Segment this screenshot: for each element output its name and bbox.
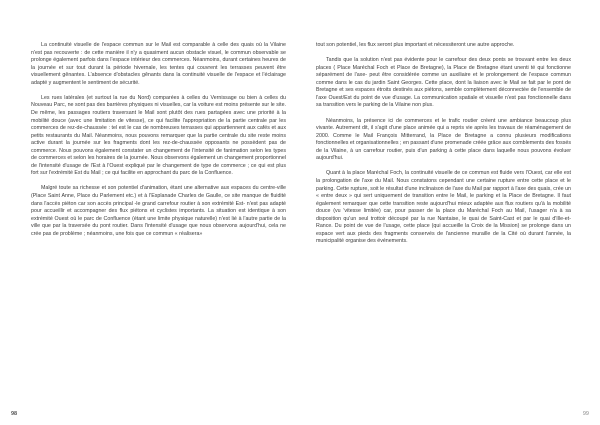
left-paragraph-3: Malgré toute sa richesse et son potentiel d'animation, étant une alternative aux espaces du centre-ville (Place Saint Anne, Place du Parlement etc.) et à l'Esplanade Charles de Gaulle, ce site manque de fluidité dans l'accès piéton car son accès principal -le grand carrefour routier à son extrémité Est- n'est pas adapté pour accueillir et accompagner des flux piétons et cyclistes importants. La situation est identique à son extrémité Ouest où le parc de Confluence (étant une limite physique naturelle) n'est lié à l'autre partie de la ville que par la traversée du pont routier. Dans l'intensité d'usage que nous observons aujourd'hui, cela ne crée pas de problème ; néanmoins, une fois que ce commun « réalisera» [31,185,286,237]
page-number-left: 98 [11,411,18,417]
left-page-column [31,42,286,246]
right-paragraph-2: Tandis que la solution n'est pas évidente pour le carrefour des deux ponts se trouvant entre les deux places ( Place Maréchal Foch et Place de Bretagne), la Place de Bretagne étant unenti té qui fonctionne séparément de l'axe- peut être considérée comme un auxiliaire et le prolongement de l'espace commun comme dans le cas du jardin Saint Georges. Cette place, dont la liaison avec le Mail se fait par le pont de Bretagne et ses espaces étroits destinés aux piétons, semble complètement déconnectée de l'ensemble de l'axe Ouest/Est du point de vue d'usage. La communication spatiale et visuelle n'est pas fonctionnelle dans sa transition vers le parking de la Vilaine non plus. [316,57,571,109]
page-number-right: 99 [582,411,589,417]
right-paragraph-1: tout son potentiel, les flux seront plus important et nécessiteront une autre approche. [316,42,515,48]
left-paragraph-2: Les rues latérales (et surtout la rue du Nord) comparées à celles du Vernissage ou bien à celles du Nouveau Parc, ne sont pas des barrières physiques ni visuelles, car la voiture est moins présente sur le site. De même, les passages routiers traversant le Mail sont plutôt des rues partagées avec une priorité à la mobilité douce (avec une limitation de vitesse), ce qui facilite l'appropriation de la partie centrale par les commerces de rez-de-chaussée : tel est le cas de nombreuses terrasses qui appartiennent aux cafés et aux petits restaurants du Mail. Néanmoins, nous pouvons remarquer que la partie centrale du site reste moins active durant la journée sur les fragments dont les rez-de-chaussée opposants ne possèdent pas de commerce. Nous pouvons également constater un changement de l'intensité de fanimation selon les types de commerces et selon les horaires de la journée. Nous observons également un changement proportionnel de l'intensité d'usage de l'Est à l'Ouest expliqué par le changement de type de commerce ; ce qui est plus fort sur l'extrémité Est du Mail ; ce qui facilite en approchant du parc de la Confluence. [31,94,286,177]
left-paragraph-1: La continuité visuelle de l'espace commun sur le Mail est comparable à celle des quais où la Vilaine n'est pas recouverte : de cette manière il n'y a quasiment aucun obstacle visuel, le commun observable se prolonge également parfois dans l'espace intérieur des commerces. Néanmoins, durant certaines heures de la journée et sur tout durant la période hivernale, les tentes qui couvrent les terrasses peuvent être visuellement gênantes. L'absence d'obstacles gênants dans la continuité visuelle de l'espace et l'éclairage adapté y augmentent le sentiment de sécurité. [31,42,286,86]
right-paragraph-4: Quant à la place Maréchal Foch, la continuité visuelle de ce commun est fluide vers l'Ouest, car elle est la prolongation de l'axe du Mail. Nous constatons cependant une certaine rupture entre cette place et le parking. Cette rupture, soit le résultat d'une inclinaison de l'axe du Mail par rapport à l'axe des quais, crée un « entre deux » qui sert uniquement de transition entre le Mail, le parking et la Place de Bretagne. Il faut également remarquer que cette transition reste aujourd'hui mieux adaptée aux flux routiers qu'à la mobilité douce (vu 'vitesse limitée) car, pour passer de la place du Maréchal Foch au Mail, l'usager n'a à sa disposition qu'un seul trottoir découpé par la rue Nantaise, le quai de Saint-Cast et par le quai d'Ille-et-Rance. Du point de vue de l'usage, cette place (qui accueille la Croix de la Mission) se prolonge dans un espace vert aux pieds des fragments conservés de l'ancienne muraille de la Cité où durant l'année, la municipalité organise des événements. [316,170,571,245]
right-page-column [316,42,571,254]
right-paragraph-3: Néanmoins, la présence ici de commerces et le trafic routier créent une ambiance beaucoup plus vivante. Autrement dit, il s'agit d'une place animée qui a repris vie après les travaux de réaménagement de 2000. Comme le Mail François Mitterrand, la Place de Bretagne a connu plusieurs modifications fonctionnelles et organisationnelles ; en passant d'une promenade créée grâce aux comblements des fossés de la Vilaine, à un carrefour routier, puis d'un parking à cette place dans laquelle nous pouvons évoluer aujourd'hui. [316,117,571,162]
